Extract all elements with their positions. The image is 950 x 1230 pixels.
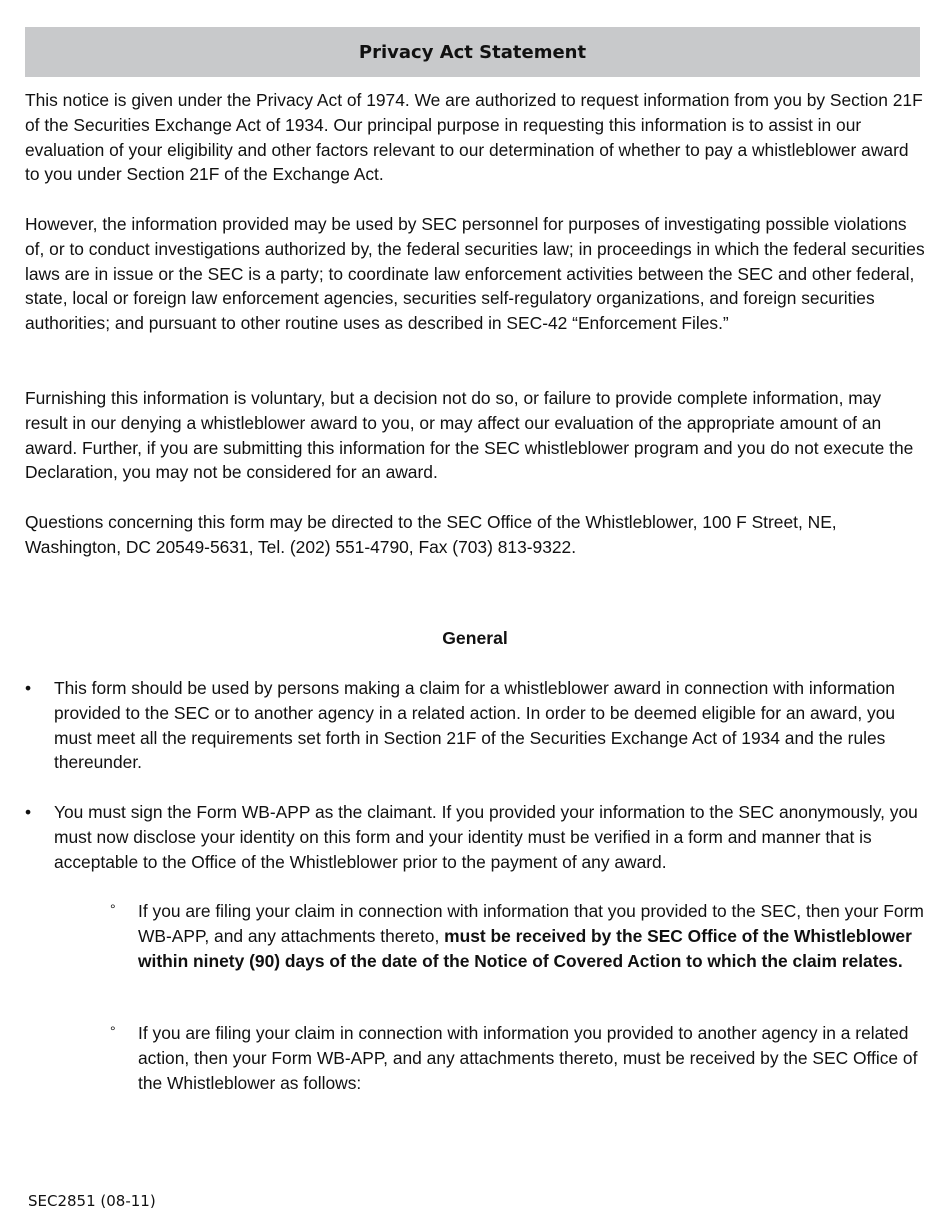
privacy-paragraph-4: Questions concerning this form may be directed to the SEC Office of the Whistleblower, 100 F Street, NE, Washington, DC 20549-5631, Tel. (202) 551-4790, Fax (703) 813-9322. (25, 512, 837, 557)
privacy-paragraph-3: Furnishing this information is voluntary, but a decision not do so, or failure to provide complete information, may result in our denying a whistleblower award to you, or may affect our evaluation of the appropriate amount of an award. Further, if you are submitting this information for the SEC whistleblower program and you do not execute the Declaration, you may not be considered for an award. (25, 388, 914, 483)
general-bullet-2-text: You must sign the Form WB-APP as the claimant. If you provided your information to the SEC anonymously, you must now disclose your identity on this form and your identity must be verified in a form and manner that is acceptable to the Office of the Whistleblower prior to the payment of any award. (54, 802, 918, 872)
bullet-icon: • (25, 678, 32, 698)
general-title: General (442, 628, 508, 648)
sub-bullet-1-bold: must be received by the SEC Office of the Whistleblower within ninety (90) days of the date of the Notice of Covered Action to which the claim relates. (138, 925, 912, 971)
general-bullet-1-text: This form should be used by persons making a claim for a whistleblower award in connection with information provided to the SEC or to another agency in a related action. In order to be deemed eligible for an award, you must meet all the requirements set forth in Section 21F of the Securities Exchange Act of 1934 and the rules thereunder. (54, 678, 896, 773)
bullet-icon: • (25, 802, 32, 822)
privacy-header-bar (25, 27, 920, 77)
privacy-title: Privacy Act Statement (358, 41, 587, 63)
sub-bullet-icon: ° (110, 1023, 116, 1039)
form-code: SEC2851 (08-11) (28, 1192, 156, 1210)
general-sub-bullet-1-text (138, 899, 925, 973)
general-sub-bullet-2-text: If you are filing your claim in connection with information you provided to another agency in a related action, then your Form WB-APP, and any attachments thereto, must be received by the SEC Office of the Whistleblower as follows: (138, 1023, 918, 1093)
sub-bullet-1-plain: If you are filing your claim in connection with information that you provided to the SEC, then your Form WB-APP, and any attachments thereto, (138, 901, 924, 946)
privacy-paragraph-2: However, the information provided may be used by SEC personnel for purposes of investigating possible violations of, or to conduct investigations authorized by, the federal securities law; in proceedings in which the federal securities laws are in issue or the SEC is a party; to coordinate law enforcement activities between the SEC and other federal, state, local or foreign law enforcement agencies, securities self-regulatory organizations, and foreign securities authorities; and pursuant to other routine uses as described in SEC-42 “Enforcement Files.” (25, 214, 925, 334)
sub-bullet-icon: ° (110, 901, 116, 917)
privacy-paragraph-1: This notice is given under the Privacy Act of 1974. We are authorized to request information from you by Section 21F of the Securities Exchange Act of 1934. Our principal purpose in requesting this information is to assist in our evaluation of your eligibility and other factors relevant to our determination of whether to pay a whistleblower award to you under Section 21F of the Exchange Act. (25, 90, 923, 185)
